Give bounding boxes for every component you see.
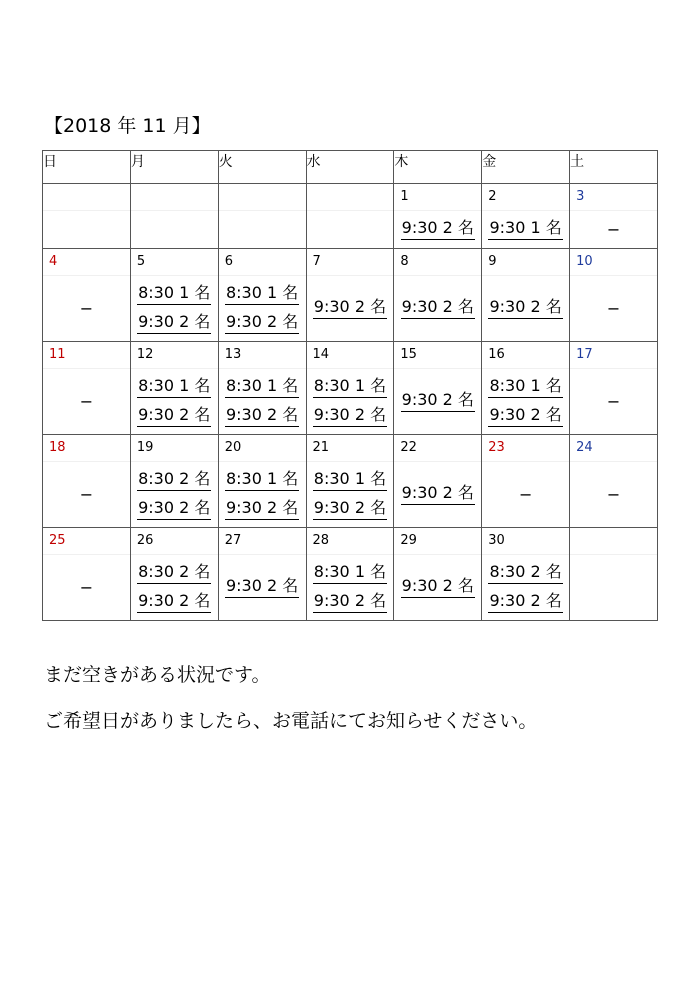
day-cell	[218, 435, 306, 528]
weekday-wed: 水	[306, 151, 394, 184]
day-number: 3	[570, 184, 657, 211]
day-number: 17	[570, 342, 657, 369]
day-cell	[394, 342, 482, 435]
day-number: 6	[219, 249, 306, 276]
day-number: 23	[482, 435, 569, 462]
day-cell	[570, 435, 658, 528]
time-slot: 9:30 2 名	[401, 218, 475, 240]
time-slot: 8:30 1 名	[137, 376, 211, 398]
page-title: 【2018 年 11 月】	[44, 115, 211, 137]
day-number: 25	[43, 528, 130, 555]
weekday-sun: 日	[43, 151, 131, 184]
day-cell	[394, 249, 482, 342]
time-slot: 9:30 2 名	[488, 405, 562, 427]
weekday-sat: 土	[570, 151, 658, 184]
time-slot: 9:30 1 名	[488, 218, 562, 240]
day-cell	[306, 528, 394, 621]
time-slot: 9:30 2 名	[225, 405, 299, 427]
day-cell	[306, 342, 394, 435]
day-cell	[218, 184, 306, 249]
day-cell	[218, 342, 306, 435]
closed-dash: −	[606, 298, 621, 318]
closed-dash: −	[606, 391, 621, 411]
time-slot: 9:30 2 名	[137, 312, 211, 334]
time-slot: 9:30 2 名	[313, 591, 387, 613]
day-number: 4	[43, 249, 130, 276]
day-number: 15	[394, 342, 481, 369]
day-number	[219, 184, 306, 211]
time-slot: 9:30 2 名	[225, 498, 299, 520]
week-row	[43, 184, 658, 249]
time-slot: 9:30 2 名	[401, 576, 475, 598]
day-number: 10	[570, 249, 657, 276]
time-slot: 9:30 2 名	[488, 297, 562, 319]
day-cell	[394, 528, 482, 621]
time-slot: 8:30 1 名	[225, 469, 299, 491]
day-number: 8	[394, 249, 481, 276]
weekday-mon: 月	[130, 151, 218, 184]
day-number: 16	[482, 342, 569, 369]
day-number: 21	[307, 435, 394, 462]
day-number: 14	[307, 342, 394, 369]
day-number	[43, 184, 130, 211]
time-slot: 9:30 2 名	[401, 297, 475, 319]
day-cell	[43, 184, 131, 249]
time-slot: 8:30 1 名	[225, 283, 299, 305]
day-cell	[218, 528, 306, 621]
day-number: 20	[219, 435, 306, 462]
day-cell	[130, 249, 218, 342]
weekday-thu: 木	[394, 151, 482, 184]
time-slot: 8:30 1 名	[225, 376, 299, 398]
week-row	[43, 342, 658, 435]
day-cell	[482, 528, 570, 621]
week-row	[43, 249, 658, 342]
day-cell	[570, 184, 658, 249]
week-row	[43, 435, 658, 528]
day-cell	[482, 184, 570, 249]
day-cell	[570, 528, 658, 621]
day-cell	[43, 528, 131, 621]
day-cell	[43, 342, 131, 435]
closed-dash: −	[79, 577, 94, 597]
closed-dash: −	[518, 484, 533, 504]
calendar-table	[42, 150, 658, 621]
time-slot: 9:30 2 名	[488, 591, 562, 613]
day-number	[307, 184, 394, 211]
day-cell	[482, 249, 570, 342]
weekday-fri: 金	[482, 151, 570, 184]
day-number: 5	[131, 249, 218, 276]
day-cell	[130, 435, 218, 528]
day-cell	[43, 435, 131, 528]
day-number: 13	[219, 342, 306, 369]
closed-dash: −	[79, 484, 94, 504]
time-slot: 9:30 2 名	[401, 390, 475, 412]
time-slot: 9:30 2 名	[225, 576, 299, 598]
time-slot: 8:30 2 名	[137, 562, 211, 584]
day-number	[131, 184, 218, 211]
day-cell	[306, 249, 394, 342]
weekday-header-row	[43, 151, 658, 184]
day-cell	[570, 342, 658, 435]
closed-dash: −	[606, 484, 621, 504]
time-slot: 8:30 1 名	[313, 469, 387, 491]
day-cell	[394, 435, 482, 528]
time-slot: 9:30 2 名	[137, 591, 211, 613]
time-slot: 8:30 1 名	[313, 376, 387, 398]
day-cell	[482, 342, 570, 435]
day-number: 11	[43, 342, 130, 369]
closed-dash: −	[606, 219, 621, 239]
day-number: 30	[482, 528, 569, 555]
day-number: 28	[307, 528, 394, 555]
day-number: 24	[570, 435, 657, 462]
time-slot: 8:30 1 名	[137, 283, 211, 305]
contact-note: ご希望日がありましたら、お電話にてお知らせください。	[44, 710, 538, 732]
day-number: 26	[131, 528, 218, 555]
day-cell	[306, 435, 394, 528]
day-number	[570, 528, 657, 555]
day-cell	[218, 249, 306, 342]
day-number: 22	[394, 435, 481, 462]
closed-dash: −	[79, 391, 94, 411]
day-cell	[306, 184, 394, 249]
time-slot: 9:30 2 名	[225, 312, 299, 334]
time-slot: 9:30 2 名	[313, 405, 387, 427]
day-number: 2	[482, 184, 569, 211]
time-slot: 9:30 2 名	[137, 498, 211, 520]
day-number: 12	[131, 342, 218, 369]
time-slot: 9:30 2 名	[401, 483, 475, 505]
time-slot: 8:30 1 名	[488, 376, 562, 398]
day-cell	[43, 249, 131, 342]
time-slot: 8:30 1 名	[313, 562, 387, 584]
day-number: 1	[394, 184, 481, 211]
weekday-tue: 火	[218, 151, 306, 184]
closed-dash: −	[79, 298, 94, 318]
day-cell	[570, 249, 658, 342]
availability-note: まだ空きがある状況です。	[44, 664, 271, 686]
day-cell	[130, 184, 218, 249]
day-number: 7	[307, 249, 394, 276]
day-number: 27	[219, 528, 306, 555]
day-cell	[130, 342, 218, 435]
time-slot: 9:30 2 名	[137, 405, 211, 427]
day-cell	[482, 435, 570, 528]
time-slot: 9:30 2 名	[313, 297, 387, 319]
day-number: 18	[43, 435, 130, 462]
time-slot: 9:30 2 名	[313, 498, 387, 520]
day-cell	[130, 528, 218, 621]
day-number: 29	[394, 528, 481, 555]
day-number: 19	[131, 435, 218, 462]
week-row	[43, 528, 658, 621]
time-slot: 8:30 2 名	[488, 562, 562, 584]
time-slot: 8:30 2 名	[137, 469, 211, 491]
day-number: 9	[482, 249, 569, 276]
day-cell	[394, 184, 482, 249]
